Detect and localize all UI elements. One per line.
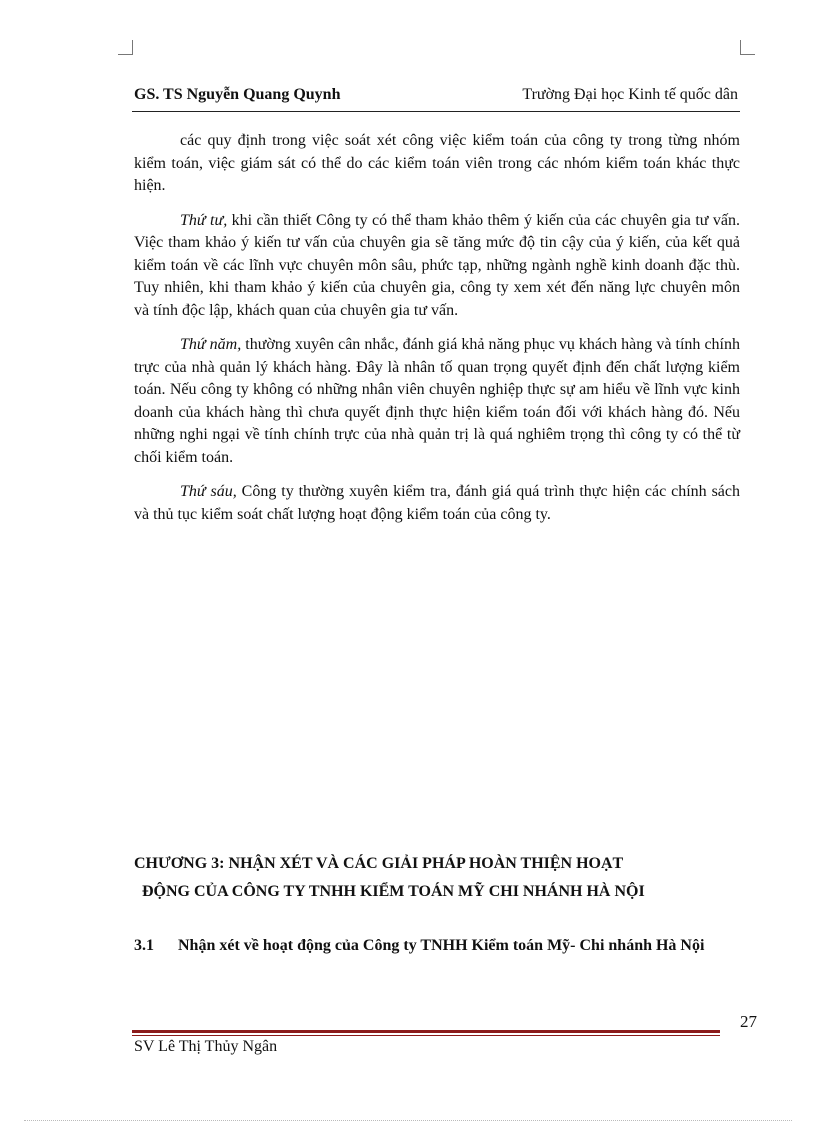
chapter-heading	[134, 850, 740, 906]
footer-rule	[132, 1030, 720, 1036]
crop-mark-top-right	[740, 40, 755, 55]
header-author: GS. TS Nguyễn Quang Quynh	[134, 86, 341, 103]
paragraph-lead: Thứ tư,	[180, 211, 228, 229]
page-bottom-dotted-line	[24, 1120, 792, 1121]
footer-rule-thin	[132, 1035, 720, 1036]
crop-mark-top-left	[118, 40, 133, 55]
body-text	[134, 130, 740, 538]
paragraph-lead: Thứ sáu,	[180, 483, 237, 500]
header-institution: Trường Đại học Kinh tế quốc dân	[522, 86, 738, 103]
section-number: 3.1	[134, 937, 154, 954]
page-number: 27	[740, 1012, 757, 1031]
footer-rule-thick	[132, 1030, 720, 1033]
chapter-title-line-1: CHƯƠNG 3: NHẬN XÉT VÀ CÁC GIẢI PHÁP HOÀN THIỆN HOẠT	[134, 855, 624, 872]
footer-student-name: SV Lê Thị Thủy Ngân	[134, 1038, 278, 1055]
paragraph-thu-sau	[134, 481, 740, 526]
paragraph-thu-tu	[134, 210, 740, 323]
paragraph-thu-nam	[134, 334, 740, 469]
paragraph-body: thường xuyên cân nhắc, đánh giá khả năng phục vụ khách hàng và tính chính trực của nhà quản lý khách hàng. Đây là nhân tố quan trọng quyết định đến chất lượng kiểm toán. Nếu công ty không có những nhân viên chuyên nghiệp thực sự am hiểu về lĩnh vực kinh doanh của khách hàng thì chưa quyết định thực hiện kiểm toán đối với khách hàng đó. Nếu những nghi ngại về tính chính trực của nhà quản trị là quá nghiêm trọng thì công ty có thể từ chối kiểm toán.	[134, 336, 740, 466]
paragraph-continuation: các quy định trong việc soát xét công việc kiểm toán của công ty trong từng nhóm kiểm toán, việc giám sát có thể do các kiểm toán viên trong các nhóm kiểm toán khác thực hiện.	[134, 132, 740, 194]
paragraph-body: khi cần thiết Công ty có thể tham khảo thêm ý kiến của các chuyên gia tư vấn. Việc tham khảo ý kiến tư vấn của chuyên gia sẽ tăng mức độ tin cậy của ý kiến, của kết quả kiểm toán về các lĩnh vực chuyên môn sâu, phức tạp, những ngành nghề kinh doanh đặc thù. Tuy nhiên, khi tham khảo ý kiến của chuyên gia, công ty xem xét đến năng lực chuyên môn và tính độc lập, khách quan của chuyên gia tư vấn.	[134, 211, 740, 319]
chapter-title-line-2: ĐỘNG CỦA CÔNG TY TNHH KIỂM TOÁN MỸ CHI NHÁNH HÀ NỘI	[142, 883, 645, 900]
header-rule	[132, 111, 740, 112]
paragraph-lead: Thứ năm,	[180, 336, 242, 353]
paragraph-body: Công ty thường xuyên kiểm tra, đánh giá quá trình thực hiện các chính sách và thủ tục kiểm soát chất lượng hoạt động kiểm toán của công ty.	[134, 483, 740, 523]
section-title: Nhận xét về hoạt động của Công ty TNHH Kiểm toán Mỹ- Chi nhánh Hà Nội	[178, 937, 705, 954]
page-header	[134, 84, 738, 110]
section-heading	[134, 935, 740, 957]
